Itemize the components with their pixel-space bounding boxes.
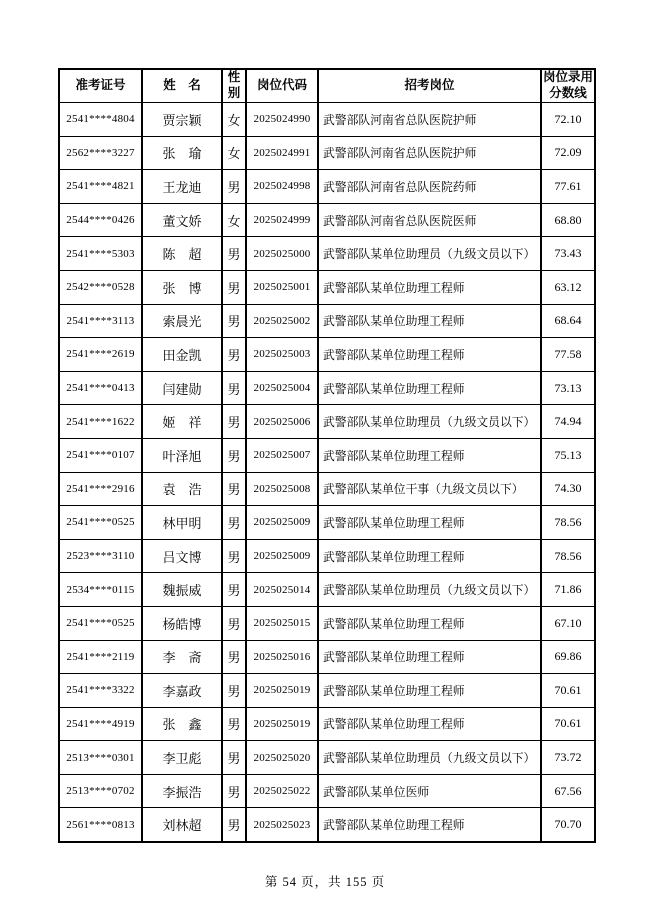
cell-gender: 女 [222,203,246,237]
cell-name: 杨皓博 [142,606,222,640]
cell-position: 武警部队某单位助理员（九级文员以下） [318,573,541,607]
cell-gender: 男 [222,808,246,842]
cell-position: 武警部队某单位助理工程师 [318,371,541,405]
cell-gender: 男 [222,573,246,607]
cell-name: 王龙迪 [142,170,222,204]
cell-position_code: 2025025002 [246,304,318,338]
table-row [59,640,595,674]
cell-position: 武警部队某单位助理员（九级文员以下） [318,405,541,439]
cell-score_line: 73.72 [541,741,595,775]
cell-position_code: 2025025019 [246,674,318,708]
table-row [59,774,595,808]
cell-ticket_no: 2541****2619 [59,338,142,372]
table-row [59,338,595,372]
cell-name: 李振浩 [142,774,222,808]
cell-score_line: 74.94 [541,405,595,439]
cell-gender: 男 [222,270,246,304]
col-header-gender: 性别 [222,69,246,103]
cell-name: 姬 祥 [142,405,222,439]
cell-gender: 男 [222,674,246,708]
table-row [59,506,595,540]
cell-ticket_no: 2541****0525 [59,606,142,640]
table-row [59,606,595,640]
cell-ticket_no: 2541****3322 [59,674,142,708]
cell-gender: 男 [222,338,246,372]
cell-gender: 男 [222,304,246,338]
cell-position_code: 2025025009 [246,539,318,573]
cell-score_line: 74.30 [541,472,595,506]
cell-position: 武警部队某单位助理工程师 [318,674,541,708]
cell-gender: 男 [222,438,246,472]
cell-ticket_no: 2534****0115 [59,573,142,607]
table-row [59,405,595,439]
cell-position: 武警部队河南省总队医院护师 [318,136,541,170]
cell-name: 张 瑜 [142,136,222,170]
cell-position_code: 2025024998 [246,170,318,204]
cell-position_code: 2025025022 [246,774,318,808]
cell-gender: 男 [222,472,246,506]
page-footer: 第 54 页，共 155 页 [264,875,386,889]
cell-position: 武警部队某单位助理工程师 [318,338,541,372]
cell-name: 贾宗颖 [142,103,222,137]
cell-position_code: 2025025015 [246,606,318,640]
table-row [59,741,595,775]
table-row [59,170,595,204]
cell-position: 武警部队某单位助理工程师 [318,304,541,338]
table-row [59,539,595,573]
cell-ticket_no: 2541****0107 [59,438,142,472]
cell-score_line: 77.61 [541,170,595,204]
cell-position_code: 2025025020 [246,741,318,775]
cell-score_line: 78.56 [541,539,595,573]
cell-position_code: 2025025019 [246,707,318,741]
cell-ticket_no: 2513****0702 [59,774,142,808]
cell-name: 李嘉政 [142,674,222,708]
cell-gender: 男 [222,405,246,439]
cell-position: 武警部队某单位助理工程师 [318,506,541,540]
cell-position: 武警部队某单位助理工程师 [318,539,541,573]
cell-score_line: 68.80 [541,203,595,237]
col-header-position_code: 岗位代码 [246,69,318,103]
cell-name: 索晨光 [142,304,222,338]
score-table [58,68,596,843]
cell-ticket_no: 2541****4804 [59,103,142,137]
cell-name: 李卫彪 [142,741,222,775]
cell-gender: 男 [222,170,246,204]
table-row [59,707,595,741]
cell-position: 武警部队某单位医师 [318,774,541,808]
cell-name: 田金凯 [142,338,222,372]
cell-position_code: 2025024990 [246,103,318,137]
cell-position_code: 2025025003 [246,338,318,372]
table-row [59,203,595,237]
cell-score_line: 73.43 [541,237,595,271]
cell-gender: 男 [222,707,246,741]
cell-position_code: 2025025000 [246,237,318,271]
cell-score_line: 70.61 [541,674,595,708]
cell-ticket_no: 2541****2916 [59,472,142,506]
cell-name: 林甲明 [142,506,222,540]
cell-score_line: 75.13 [541,438,595,472]
table-row [59,270,595,304]
cell-name: 叶泽旭 [142,438,222,472]
table-row [59,674,595,708]
cell-ticket_no: 2541****3113 [59,304,142,338]
cell-position: 武警部队某单位助理员（九级文员以下） [318,237,541,271]
cell-ticket_no: 2541****0525 [59,506,142,540]
cell-gender: 男 [222,741,246,775]
cell-position_code: 2025025016 [246,640,318,674]
cell-gender: 女 [222,103,246,137]
cell-name: 张 鑫 [142,707,222,741]
table-row [59,371,595,405]
cell-score_line: 68.64 [541,304,595,338]
table-row [59,237,595,271]
cell-gender: 男 [222,606,246,640]
cell-score_line: 71.86 [541,573,595,607]
cell-position_code: 2025025023 [246,808,318,842]
cell-ticket_no: 2541****4821 [59,170,142,204]
table-row [59,103,595,137]
cell-gender: 男 [222,371,246,405]
cell-score_line: 70.61 [541,707,595,741]
cell-gender: 男 [222,506,246,540]
cell-position: 武警部队某单位助理员（九级文员以下） [318,741,541,775]
cell-score_line: 73.13 [541,371,595,405]
cell-ticket_no: 2562****3227 [59,136,142,170]
cell-position: 武警部队某单位助理工程师 [318,606,541,640]
table-header-row [59,69,595,103]
cell-position_code: 2025025007 [246,438,318,472]
cell-score_line: 70.70 [541,808,595,842]
cell-name: 刘林超 [142,808,222,842]
table-row [59,304,595,338]
cell-name: 闫建勋 [142,371,222,405]
cell-score_line: 63.12 [541,270,595,304]
cell-position: 武警部队河南省总队医院护师 [318,103,541,137]
cell-ticket_no: 2561****0813 [59,808,142,842]
cell-ticket_no: 2541****5303 [59,237,142,271]
col-header-position: 招考岗位 [318,69,541,103]
cell-position_code: 2025025008 [246,472,318,506]
col-header-ticket_no: 准考证号 [59,69,142,103]
cell-ticket_no: 2513****0301 [59,741,142,775]
cell-ticket_no: 2523****3110 [59,539,142,573]
table-body [59,103,595,843]
cell-name: 李 斋 [142,640,222,674]
table-row [59,136,595,170]
cell-name: 魏振威 [142,573,222,607]
col-header-score_line: 岗位录用分数线 [541,69,595,103]
cell-name: 董文娇 [142,203,222,237]
cell-score_line: 77.58 [541,338,595,372]
cell-position: 武警部队河南省总队医院药师 [318,170,541,204]
cell-name: 袁 浩 [142,472,222,506]
cell-position: 武警部队某单位助理工程师 [318,438,541,472]
cell-position_code: 2025024999 [246,203,318,237]
cell-score_line: 72.10 [541,103,595,137]
cell-name: 陈 超 [142,237,222,271]
cell-name: 吕文博 [142,539,222,573]
cell-gender: 男 [222,237,246,271]
cell-position: 武警部队某单位助理工程师 [318,808,541,842]
col-header-name: 姓 名 [142,69,222,103]
cell-ticket_no: 2544****0426 [59,203,142,237]
cell-position_code: 2025025006 [246,405,318,439]
cell-score_line: 78.56 [541,506,595,540]
cell-score_line: 67.56 [541,774,595,808]
cell-position: 武警部队某单位助理工程师 [318,707,541,741]
cell-position_code: 2025024991 [246,136,318,170]
cell-position_code: 2025025009 [246,506,318,540]
cell-score_line: 72.09 [541,136,595,170]
cell-position_code: 2025025004 [246,371,318,405]
cell-gender: 男 [222,774,246,808]
cell-position: 武警部队某单位助理工程师 [318,640,541,674]
cell-name: 张 博 [142,270,222,304]
cell-position: 武警部队某单位干事（九级文员以下） [318,472,541,506]
cell-score_line: 69.86 [541,640,595,674]
cell-position_code: 2025025014 [246,573,318,607]
cell-ticket_no: 2541****4919 [59,707,142,741]
table-row [59,438,595,472]
cell-ticket_no: 2541****1622 [59,405,142,439]
cell-score_line: 67.10 [541,606,595,640]
cell-gender: 男 [222,539,246,573]
table-row [59,808,595,842]
cell-gender: 男 [222,640,246,674]
cell-position: 武警部队河南省总队医院医师 [318,203,541,237]
table-row [59,472,595,506]
cell-gender: 女 [222,136,246,170]
cell-ticket_no: 2542****0528 [59,270,142,304]
cell-ticket_no: 2541****0413 [59,371,142,405]
cell-position: 武警部队某单位助理工程师 [318,270,541,304]
cell-ticket_no: 2541****2119 [59,640,142,674]
table-row [59,573,595,607]
cell-position_code: 2025025001 [246,270,318,304]
